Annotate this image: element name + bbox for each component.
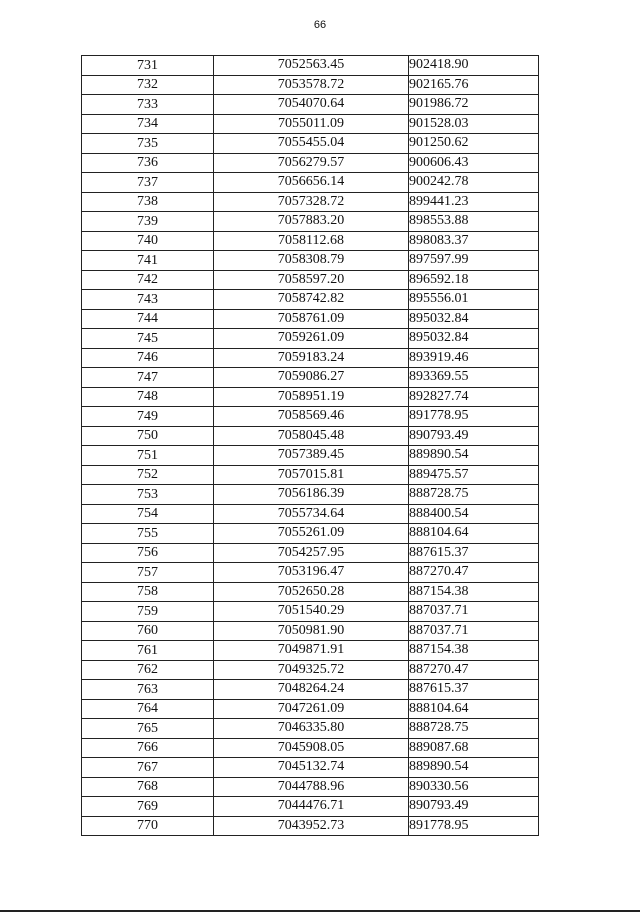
point-number-cell: 765 (82, 719, 214, 739)
x-coordinate-cell: 7046335.80 (214, 719, 409, 739)
point-number-cell: 738 (82, 192, 214, 212)
y-coordinate-cell: 887615.37 (409, 680, 539, 700)
page-number: 66 (313, 19, 327, 31)
table-row (82, 816, 539, 836)
point-number-cell: 758 (82, 582, 214, 602)
x-coordinate-cell: 7058112.68 (214, 231, 409, 251)
y-coordinate-cell: 893919.46 (409, 348, 539, 368)
coordinates-table (81, 55, 539, 836)
table-row (82, 270, 539, 290)
y-coordinate-cell: 895032.84 (409, 309, 539, 329)
x-coordinate-cell: 7051540.29 (214, 602, 409, 622)
table-row (82, 329, 539, 349)
point-number-cell: 753 (82, 485, 214, 505)
y-coordinate-cell: 897597.99 (409, 251, 539, 271)
table-row (82, 758, 539, 778)
table-row (82, 368, 539, 388)
table-row (82, 251, 539, 271)
page-bottom-border (0, 910, 640, 912)
table-row (82, 660, 539, 680)
table-row (82, 134, 539, 154)
point-number-cell: 766 (82, 738, 214, 758)
table-row (82, 75, 539, 95)
x-coordinate-cell: 7045132.74 (214, 758, 409, 778)
point-number-cell: 749 (82, 407, 214, 427)
y-coordinate-cell: 892827.74 (409, 387, 539, 407)
x-coordinate-cell: 7053578.72 (214, 75, 409, 95)
point-number-cell: 733 (82, 95, 214, 115)
x-coordinate-cell: 7052650.28 (214, 582, 409, 602)
point-number-cell: 754 (82, 504, 214, 524)
x-coordinate-cell: 7043952.73 (214, 816, 409, 836)
y-coordinate-cell: 888400.54 (409, 504, 539, 524)
x-coordinate-cell: 7057015.81 (214, 465, 409, 485)
x-coordinate-cell: 7058742.82 (214, 290, 409, 310)
table-row (82, 582, 539, 602)
point-number-cell: 736 (82, 153, 214, 173)
table-row (82, 641, 539, 661)
table-row (82, 95, 539, 115)
point-number-cell: 756 (82, 543, 214, 563)
x-coordinate-cell: 7054257.95 (214, 543, 409, 563)
point-number-cell: 752 (82, 465, 214, 485)
x-coordinate-cell: 7057328.72 (214, 192, 409, 212)
x-coordinate-cell: 7056279.57 (214, 153, 409, 173)
table-row (82, 543, 539, 563)
point-number-cell: 760 (82, 621, 214, 641)
x-coordinate-cell: 7055011.09 (214, 114, 409, 134)
y-coordinate-cell: 891778.95 (409, 407, 539, 427)
point-number-cell: 769 (82, 797, 214, 817)
x-coordinate-cell: 7058951.19 (214, 387, 409, 407)
y-coordinate-cell: 887270.47 (409, 660, 539, 680)
x-coordinate-cell: 7049325.72 (214, 660, 409, 680)
table-row (82, 309, 539, 329)
y-coordinate-cell: 890793.49 (409, 426, 539, 446)
y-coordinate-cell: 889087.68 (409, 738, 539, 758)
y-coordinate-cell: 887037.71 (409, 602, 539, 622)
x-coordinate-cell: 7044788.96 (214, 777, 409, 797)
x-coordinate-cell: 7058761.09 (214, 309, 409, 329)
point-number-cell: 743 (82, 290, 214, 310)
x-coordinate-cell: 7044476.71 (214, 797, 409, 817)
point-number-cell: 731 (82, 56, 214, 76)
y-coordinate-cell: 902165.76 (409, 75, 539, 95)
x-coordinate-cell: 7056656.14 (214, 173, 409, 193)
point-number-cell: 757 (82, 563, 214, 583)
table-row (82, 426, 539, 446)
x-coordinate-cell: 7055261.09 (214, 524, 409, 544)
table-row (82, 621, 539, 641)
y-coordinate-cell: 895556.01 (409, 290, 539, 310)
coordinates-table-body (82, 56, 539, 836)
y-coordinate-cell: 891778.95 (409, 816, 539, 836)
table-row (82, 56, 539, 76)
x-coordinate-cell: 7054070.64 (214, 95, 409, 115)
x-coordinate-cell: 7057389.45 (214, 446, 409, 466)
x-coordinate-cell: 7056186.39 (214, 485, 409, 505)
y-coordinate-cell: 887270.47 (409, 563, 539, 583)
table-row (82, 231, 539, 251)
x-coordinate-cell: 7058569.46 (214, 407, 409, 427)
y-coordinate-cell: 889475.57 (409, 465, 539, 485)
point-number-cell: 762 (82, 660, 214, 680)
x-coordinate-cell: 7047261.09 (214, 699, 409, 719)
table-row (82, 173, 539, 193)
table-row (82, 348, 539, 368)
table-row (82, 407, 539, 427)
point-number-cell: 751 (82, 446, 214, 466)
table-row (82, 797, 539, 817)
x-coordinate-cell: 7055455.04 (214, 134, 409, 154)
point-number-cell: 747 (82, 368, 214, 388)
y-coordinate-cell: 887154.38 (409, 641, 539, 661)
x-coordinate-cell: 7055734.64 (214, 504, 409, 524)
y-coordinate-cell: 888728.75 (409, 719, 539, 739)
table-row (82, 524, 539, 544)
point-number-cell: 735 (82, 134, 214, 154)
y-coordinate-cell: 889890.54 (409, 758, 539, 778)
table-row (82, 699, 539, 719)
point-number-cell: 740 (82, 231, 214, 251)
point-number-cell: 768 (82, 777, 214, 797)
table-row (82, 446, 539, 466)
y-coordinate-cell: 901528.03 (409, 114, 539, 134)
table-row (82, 563, 539, 583)
y-coordinate-cell: 887615.37 (409, 543, 539, 563)
y-coordinate-cell: 890793.49 (409, 797, 539, 817)
point-number-cell: 761 (82, 641, 214, 661)
y-coordinate-cell: 898083.37 (409, 231, 539, 251)
y-coordinate-cell: 888104.64 (409, 524, 539, 544)
x-coordinate-cell: 7059261.09 (214, 329, 409, 349)
point-number-cell: 750 (82, 426, 214, 446)
y-coordinate-cell: 900606.43 (409, 153, 539, 173)
y-coordinate-cell: 902418.90 (409, 56, 539, 76)
point-number-cell: 737 (82, 173, 214, 193)
point-number-cell: 759 (82, 602, 214, 622)
table-row (82, 602, 539, 622)
x-coordinate-cell: 7057883.20 (214, 212, 409, 232)
x-coordinate-cell: 7045908.05 (214, 738, 409, 758)
y-coordinate-cell: 887037.71 (409, 621, 539, 641)
y-coordinate-cell: 893369.55 (409, 368, 539, 388)
table-row (82, 290, 539, 310)
x-coordinate-cell: 7058045.48 (214, 426, 409, 446)
table-row (82, 387, 539, 407)
table-row (82, 504, 539, 524)
point-number-cell: 770 (82, 816, 214, 836)
point-number-cell: 764 (82, 699, 214, 719)
point-number-cell: 767 (82, 758, 214, 778)
y-coordinate-cell: 888728.75 (409, 485, 539, 505)
point-number-cell: 744 (82, 309, 214, 329)
x-coordinate-cell: 7053196.47 (214, 563, 409, 583)
y-coordinate-cell: 901250.62 (409, 134, 539, 154)
x-coordinate-cell: 7058597.20 (214, 270, 409, 290)
y-coordinate-cell: 887154.38 (409, 582, 539, 602)
table-row (82, 212, 539, 232)
x-coordinate-cell: 7058308.79 (214, 251, 409, 271)
table-row (82, 465, 539, 485)
y-coordinate-cell: 896592.18 (409, 270, 539, 290)
table-row (82, 719, 539, 739)
y-coordinate-cell: 888104.64 (409, 699, 539, 719)
point-number-cell: 748 (82, 387, 214, 407)
point-number-cell: 734 (82, 114, 214, 134)
point-number-cell: 732 (82, 75, 214, 95)
point-number-cell: 763 (82, 680, 214, 700)
table-row (82, 738, 539, 758)
x-coordinate-cell: 7059183.24 (214, 348, 409, 368)
point-number-cell: 745 (82, 329, 214, 349)
table-row (82, 114, 539, 134)
table-row (82, 153, 539, 173)
table-row (82, 192, 539, 212)
x-coordinate-cell: 7048264.24 (214, 680, 409, 700)
point-number-cell: 739 (82, 212, 214, 232)
y-coordinate-cell: 889890.54 (409, 446, 539, 466)
point-number-cell: 741 (82, 251, 214, 271)
point-number-cell: 742 (82, 270, 214, 290)
point-number-cell: 746 (82, 348, 214, 368)
x-coordinate-cell: 7049871.91 (214, 641, 409, 661)
point-number-cell: 755 (82, 524, 214, 544)
y-coordinate-cell: 890330.56 (409, 777, 539, 797)
x-coordinate-cell: 7052563.45 (214, 56, 409, 76)
y-coordinate-cell: 895032.84 (409, 329, 539, 349)
y-coordinate-cell: 900242.78 (409, 173, 539, 193)
table-row (82, 680, 539, 700)
table-row (82, 485, 539, 505)
y-coordinate-cell: 901986.72 (409, 95, 539, 115)
x-coordinate-cell: 7050981.90 (214, 621, 409, 641)
y-coordinate-cell: 899441.23 (409, 192, 539, 212)
x-coordinate-cell: 7059086.27 (214, 368, 409, 388)
table-row (82, 777, 539, 797)
y-coordinate-cell: 898553.88 (409, 212, 539, 232)
